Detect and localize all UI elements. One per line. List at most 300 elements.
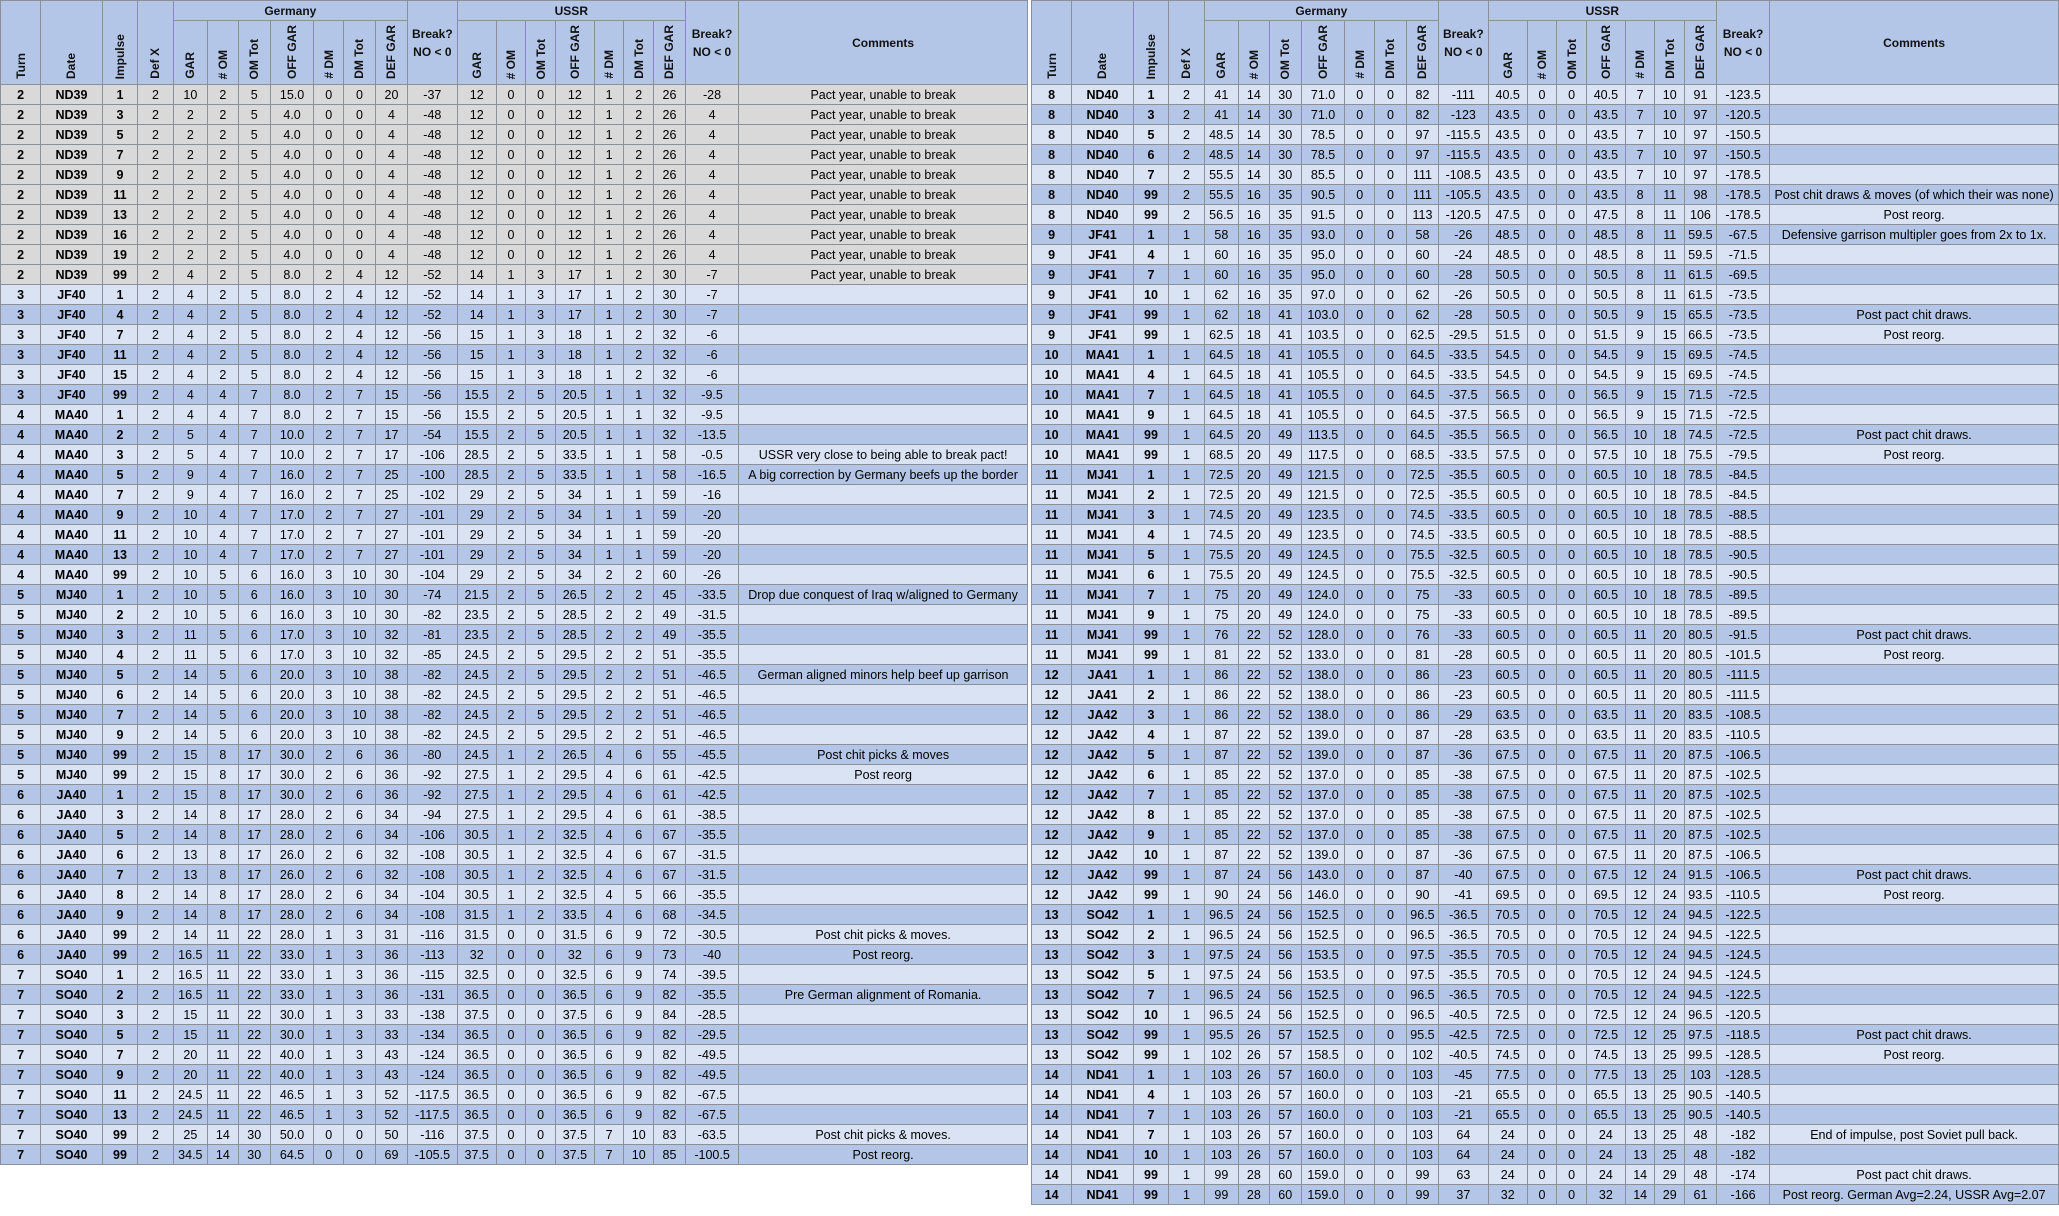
cell-g-offgar[interactable]: 4.0 (270, 225, 314, 245)
cell-u-dmtot[interactable]: 6 (624, 805, 654, 825)
cell-u-offgar[interactable]: 43.5 (1586, 145, 1625, 165)
cell-g-defgar[interactable]: 12 (375, 285, 407, 305)
cell-u-dm[interactable]: 10 (1625, 465, 1655, 485)
cell-break-ussr[interactable]: -40 (685, 945, 738, 965)
cell-impulse[interactable]: 99 (1133, 425, 1168, 445)
cell-break-ussr[interactable]: -28.5 (685, 1005, 738, 1025)
cell-u-defgar[interactable]: 26 (654, 125, 686, 145)
cell-break-ussr[interactable]: -140.5 (1716, 1085, 1769, 1105)
cell-u-dmtot[interactable]: 1 (624, 425, 654, 445)
cell-g-om[interactable]: 2 (208, 245, 239, 265)
cell-break-germany[interactable]: -36.5 (1439, 905, 1489, 925)
cell-break-germany[interactable]: -94 (408, 805, 458, 825)
cell-u-om[interactable]: 0 (1527, 105, 1557, 125)
cell-comment[interactable] (1770, 1005, 2059, 1025)
cell-u-defgar[interactable]: 99.5 (1685, 1045, 1717, 1065)
cell-u-omtot[interactable]: 3 (526, 345, 556, 365)
cell-g-dmtot[interactable]: 0 (1375, 645, 1407, 665)
cell-u-dmtot[interactable]: 2 (624, 85, 654, 105)
cell-u-dm[interactable]: 10 (1625, 485, 1655, 505)
cell-turn[interactable]: 2 (1, 85, 41, 105)
cell-g-om[interactable]: 2 (208, 205, 239, 225)
cell-g-dm[interactable]: 0 (1345, 185, 1375, 205)
cell-g-om[interactable]: 20 (1239, 445, 1270, 465)
cell-g-offgar[interactable]: 138.0 (1301, 665, 1345, 685)
table-row[interactable] (1, 885, 1028, 905)
cell-u-omtot[interactable]: 0 (1557, 665, 1587, 685)
cell-u-defgar[interactable]: 83 (654, 1125, 686, 1145)
cell-g-dmtot[interactable]: 10 (344, 645, 376, 665)
cell-g-offgar[interactable]: 91.5 (1301, 205, 1345, 225)
cell-g-om[interactable]: 18 (1239, 365, 1270, 385)
cell-u-defgar[interactable]: 58 (654, 445, 686, 465)
cell-u-dmtot[interactable]: 10 (1655, 105, 1685, 125)
cell-break-germany[interactable]: -33.5 (1439, 345, 1489, 365)
cell-defx[interactable]: 2 (138, 1085, 173, 1105)
cell-break-ussr[interactable]: -67.5 (685, 1105, 738, 1125)
cell-u-om[interactable]: 2 (496, 625, 526, 645)
cell-u-defgar[interactable]: 98 (1685, 185, 1717, 205)
cell-u-defgar[interactable]: 83.5 (1685, 725, 1717, 745)
cell-defx[interactable]: 1 (1169, 465, 1204, 485)
cell-u-omtot[interactable]: 2 (526, 745, 556, 765)
cell-g-offgar[interactable]: 28.0 (270, 885, 314, 905)
cell-g-offgar[interactable]: 8.0 (270, 265, 314, 285)
cell-g-omtot[interactable]: 7 (238, 465, 270, 485)
cell-u-om[interactable]: 1 (496, 745, 526, 765)
cell-g-omtot[interactable]: 49 (1269, 585, 1301, 605)
cell-g-dmtot[interactable]: 0 (1375, 285, 1407, 305)
cell-break-germany[interactable]: -81 (408, 625, 458, 645)
cell-impulse[interactable]: 4 (1133, 725, 1168, 745)
cell-g-om[interactable]: 16 (1239, 185, 1270, 205)
cell-comment[interactable]: Defensive garrison multipler goes from 2x to 1x. (1770, 225, 2059, 245)
cell-u-defgar[interactable]: 30 (654, 285, 686, 305)
cell-g-gar[interactable]: 58 (1204, 225, 1238, 245)
cell-g-defgar[interactable]: 82 (1406, 105, 1438, 125)
table-row[interactable] (1032, 465, 2059, 485)
cell-g-defgar[interactable]: 75.5 (1406, 545, 1438, 565)
cell-u-offgar[interactable]: 65.5 (1586, 1085, 1625, 1105)
cell-u-dmtot[interactable]: 18 (1655, 585, 1685, 605)
cell-u-defgar[interactable]: 59 (654, 485, 686, 505)
cell-g-gar[interactable]: 62 (1204, 285, 1238, 305)
cell-break-ussr[interactable]: -140.5 (1716, 1105, 1769, 1125)
cell-g-omtot[interactable]: 35 (1269, 245, 1301, 265)
cell-g-gar[interactable]: 64.5 (1204, 385, 1238, 405)
cell-impulse[interactable]: 5 (102, 125, 137, 145)
cell-u-offgar[interactable]: 34 (555, 505, 594, 525)
table-row[interactable] (1032, 625, 2059, 645)
cell-u-dm[interactable]: 1 (594, 505, 624, 525)
cell-u-offgar[interactable]: 60.5 (1586, 485, 1625, 505)
cell-u-dmtot[interactable]: 9 (624, 1085, 654, 1105)
cell-break-germany[interactable]: 37 (1439, 1185, 1489, 1205)
cell-date[interactable]: MJ40 (41, 685, 103, 705)
cell-u-dmtot[interactable]: 25 (1655, 1065, 1685, 1085)
cell-comment[interactable] (739, 965, 1028, 985)
cell-defx[interactable]: 2 (138, 385, 173, 405)
cell-date[interactable]: JA40 (41, 945, 103, 965)
cell-g-offgar[interactable]: 8.0 (270, 305, 314, 325)
cell-g-defgar[interactable]: 36 (375, 765, 407, 785)
cell-break-germany[interactable]: 64 (1439, 1145, 1489, 1165)
cell-g-defgar[interactable]: 102 (1406, 1045, 1438, 1065)
cell-u-dm[interactable]: 10 (1625, 605, 1655, 625)
cell-u-defgar[interactable]: 59.5 (1685, 245, 1717, 265)
cell-g-omtot[interactable]: 56 (1269, 985, 1301, 1005)
cell-turn[interactable]: 12 (1032, 865, 1072, 885)
cell-g-offgar[interactable]: 113.5 (1301, 425, 1345, 445)
cell-break-ussr[interactable]: -9.5 (685, 385, 738, 405)
cell-u-offgar[interactable]: 18 (555, 325, 594, 345)
cell-u-dm[interactable]: 1 (594, 105, 624, 125)
cell-u-om[interactable]: 0 (1527, 805, 1557, 825)
cell-u-defgar[interactable]: 26 (654, 85, 686, 105)
cell-u-om[interactable]: 0 (496, 925, 526, 945)
cell-g-om[interactable]: 14 (1239, 125, 1270, 145)
cell-comment[interactable] (739, 1105, 1028, 1125)
cell-break-germany[interactable]: -116 (408, 925, 458, 945)
cell-g-om[interactable]: 14 (1239, 85, 1270, 105)
cell-g-defgar[interactable]: 103 (1406, 1065, 1438, 1085)
cell-u-gar[interactable]: 48.5 (1488, 245, 1527, 265)
cell-date[interactable]: SO42 (1072, 945, 1134, 965)
cell-comment[interactable] (739, 625, 1028, 645)
cell-u-om[interactable]: 0 (1527, 845, 1557, 865)
cell-g-dm[interactable]: 2 (314, 745, 344, 765)
cell-break-ussr[interactable]: -102.5 (1716, 805, 1769, 825)
cell-u-om[interactable]: 0 (1527, 385, 1557, 405)
cell-g-offgar[interactable]: 28.0 (270, 925, 314, 945)
table-row[interactable] (1032, 285, 2059, 305)
cell-u-gar[interactable]: 23.5 (457, 605, 496, 625)
cell-g-dm[interactable]: 2 (314, 805, 344, 825)
cell-u-defgar[interactable]: 91 (1685, 85, 1717, 105)
cell-g-dmtot[interactable]: 3 (344, 1045, 376, 1065)
cell-u-om[interactable]: 0 (496, 185, 526, 205)
cell-u-offgar[interactable]: 50.5 (1586, 265, 1625, 285)
cell-g-omtot[interactable]: 30 (1269, 85, 1301, 105)
cell-break-germany[interactable]: -92 (408, 785, 458, 805)
cell-u-dm[interactable]: 1 (594, 385, 624, 405)
cell-u-gar[interactable]: 57.5 (1488, 445, 1527, 465)
table-row[interactable] (1, 545, 1028, 565)
cell-u-gar[interactable]: 27.5 (457, 785, 496, 805)
cell-u-offgar[interactable]: 34 (555, 485, 594, 505)
cell-u-dmtot[interactable]: 20 (1655, 665, 1685, 685)
cell-g-om[interactable]: 28 (1239, 1185, 1270, 1205)
cell-turn[interactable]: 11 (1032, 525, 1072, 545)
cell-u-dm[interactable]: 4 (594, 785, 624, 805)
table-row[interactable] (1, 485, 1028, 505)
cell-turn[interactable]: 12 (1032, 765, 1072, 785)
cell-break-germany[interactable]: -29.5 (1439, 325, 1489, 345)
cell-g-gar[interactable]: 74.5 (1204, 505, 1238, 525)
cell-comment[interactable]: Pact year, unable to break (739, 205, 1028, 225)
cell-g-dmtot[interactable]: 0 (1375, 965, 1407, 985)
cell-g-omtot[interactable]: 30 (1269, 125, 1301, 145)
cell-g-om[interactable]: 11 (208, 1025, 239, 1045)
cell-u-dmtot[interactable]: 1 (624, 545, 654, 565)
cell-g-om[interactable]: 22 (1239, 685, 1270, 705)
cell-break-ussr[interactable]: -101.5 (1716, 645, 1769, 665)
cell-g-defgar[interactable]: 60 (1406, 245, 1438, 265)
cell-comment[interactable]: Post reorg. (1770, 325, 2059, 345)
cell-g-gar[interactable]: 2 (173, 245, 207, 265)
cell-u-dmtot[interactable]: 2 (624, 185, 654, 205)
cell-u-defgar[interactable]: 94.5 (1685, 985, 1717, 1005)
cell-break-germany[interactable]: -80 (408, 745, 458, 765)
cell-u-defgar[interactable]: 97 (1685, 105, 1717, 125)
cell-g-dmtot[interactable]: 7 (344, 545, 376, 565)
cell-break-ussr[interactable]: -20 (685, 545, 738, 565)
col-u-defgar[interactable]: DEF GAR (654, 21, 686, 85)
table-row[interactable] (1, 465, 1028, 485)
cell-g-offgar[interactable]: 138.0 (1301, 705, 1345, 725)
cell-u-om[interactable]: 2 (496, 485, 526, 505)
cell-turn[interactable]: 9 (1032, 305, 1072, 325)
cell-comment[interactable] (739, 785, 1028, 805)
cell-date[interactable]: JA42 (1072, 885, 1134, 905)
cell-u-dm[interactable]: 1 (594, 485, 624, 505)
table-row[interactable] (1032, 445, 2059, 465)
cell-u-omtot[interactable]: 0 (1557, 1085, 1587, 1105)
cell-comment[interactable]: Post reorg. German Avg=2.24, USSR Avg=2.07 (1770, 1185, 2059, 1205)
cell-g-om[interactable]: 2 (208, 225, 239, 245)
cell-g-defgar[interactable]: 27 (375, 525, 407, 545)
cell-u-gar[interactable]: 15 (457, 325, 496, 345)
cell-date[interactable]: MA40 (41, 505, 103, 525)
cell-u-omtot[interactable]: 0 (1557, 925, 1587, 945)
cell-u-om[interactable]: 0 (496, 1125, 526, 1145)
cell-g-dmtot[interactable]: 0 (1375, 885, 1407, 905)
cell-u-gar[interactable]: 12 (457, 185, 496, 205)
cell-defx[interactable]: 1 (1169, 745, 1204, 765)
cell-break-ussr[interactable]: -150.5 (1716, 125, 1769, 145)
cell-u-gar[interactable]: 63.5 (1488, 705, 1527, 725)
cell-u-dmtot[interactable]: 2 (624, 205, 654, 225)
cell-g-defgar[interactable]: 25 (375, 485, 407, 505)
cell-impulse[interactable]: 7 (102, 1045, 137, 1065)
cell-g-gar[interactable]: 15 (173, 1025, 207, 1045)
cell-u-dmtot[interactable]: 10 (1655, 85, 1685, 105)
cell-u-dmtot[interactable]: 1 (624, 445, 654, 465)
cell-u-defgar[interactable]: 45 (654, 585, 686, 605)
cell-g-defgar[interactable]: 25 (375, 465, 407, 485)
cell-u-offgar[interactable]: 36.5 (555, 1045, 594, 1065)
cell-u-offgar[interactable]: 70.5 (1586, 925, 1625, 945)
cell-g-dm[interactable]: 0 (1345, 1025, 1375, 1045)
cell-u-om[interactable]: 0 (1527, 465, 1557, 485)
cell-impulse[interactable]: 9 (102, 505, 137, 525)
cell-break-germany[interactable]: -82 (408, 725, 458, 745)
cell-turn[interactable]: 4 (1, 525, 41, 545)
cell-u-gar[interactable]: 60.5 (1488, 545, 1527, 565)
cell-g-gar[interactable]: 96.5 (1204, 1005, 1238, 1025)
cell-defx[interactable]: 2 (138, 185, 173, 205)
cell-u-dm[interactable]: 1 (594, 165, 624, 185)
cell-u-defgar[interactable]: 78.5 (1685, 525, 1717, 545)
cell-u-defgar[interactable]: 78.5 (1685, 565, 1717, 585)
cell-defx[interactable]: 1 (1169, 1125, 1204, 1145)
cell-impulse[interactable]: 3 (102, 1005, 137, 1025)
cell-u-defgar[interactable]: 87.5 (1685, 745, 1717, 765)
cell-u-offgar[interactable]: 69.5 (1586, 885, 1625, 905)
table-row[interactable] (1, 705, 1028, 725)
table-row[interactable] (1, 925, 1028, 945)
table-row[interactable] (1032, 185, 2059, 205)
cell-turn[interactable]: 4 (1, 425, 41, 445)
cell-u-omtot[interactable]: 0 (1557, 765, 1587, 785)
cell-g-offgar[interactable]: 30.0 (270, 745, 314, 765)
cell-g-offgar[interactable]: 71.0 (1301, 85, 1345, 105)
cell-g-dmtot[interactable]: 0 (1375, 385, 1407, 405)
cell-g-offgar[interactable]: 124.5 (1301, 565, 1345, 585)
cell-g-om[interactable]: 2 (208, 265, 239, 285)
cell-break-germany[interactable]: -48 (408, 145, 458, 165)
cell-u-omtot[interactable]: 5 (526, 585, 556, 605)
table-row[interactable] (1032, 1165, 2059, 1185)
cell-u-om[interactable]: 0 (496, 965, 526, 985)
cell-g-dm[interactable]: 2 (314, 345, 344, 365)
cell-break-germany[interactable]: -105.5 (408, 1145, 458, 1165)
cell-impulse[interactable]: 9 (102, 1065, 137, 1085)
cell-g-omtot[interactable]: 49 (1269, 545, 1301, 565)
cell-comment[interactable] (1770, 165, 2059, 185)
cell-u-dm[interactable]: 6 (594, 965, 624, 985)
cell-break-germany[interactable]: -38 (1439, 805, 1489, 825)
cell-comment[interactable] (1770, 1105, 2059, 1125)
cell-g-om[interactable]: 4 (208, 525, 239, 545)
cell-date[interactable]: MA40 (41, 525, 103, 545)
cell-comment[interactable] (739, 1065, 1028, 1085)
cell-date[interactable]: ND41 (1072, 1125, 1134, 1145)
cell-g-dm[interactable]: 0 (1345, 485, 1375, 505)
cell-comment[interactable] (1770, 805, 2059, 825)
cell-u-dmtot[interactable]: 24 (1655, 885, 1685, 905)
cell-turn[interactable]: 7 (1, 1145, 41, 1165)
cell-turn[interactable]: 6 (1, 845, 41, 865)
cell-g-dmtot[interactable]: 0 (1375, 225, 1407, 245)
cell-break-ussr[interactable]: -100.5 (685, 1145, 738, 1165)
cell-g-dm[interactable]: 1 (314, 1085, 344, 1105)
cell-g-dmtot[interactable]: 10 (344, 725, 376, 745)
cell-u-defgar[interactable]: 73 (654, 945, 686, 965)
cell-turn[interactable]: 2 (1, 265, 41, 285)
cell-u-offgar[interactable]: 36.5 (555, 1085, 594, 1105)
cell-g-offgar[interactable]: 64.5 (270, 1145, 314, 1165)
cell-u-omtot[interactable]: 0 (1557, 405, 1587, 425)
cell-u-dmtot[interactable]: 25 (1655, 1025, 1685, 1045)
cell-g-defgar[interactable]: 27 (375, 505, 407, 525)
cell-comment[interactable] (1770, 405, 2059, 425)
cell-turn[interactable]: 2 (1, 205, 41, 225)
cell-g-gar[interactable]: 56.5 (1204, 205, 1238, 225)
cell-break-germany[interactable]: -52 (408, 265, 458, 285)
cell-u-dm[interactable]: 1 (594, 245, 624, 265)
cell-date[interactable]: MJ41 (1072, 645, 1134, 665)
cell-u-dmtot[interactable]: 18 (1655, 565, 1685, 585)
cell-break-ussr[interactable]: -122.5 (1716, 925, 1769, 945)
cell-u-om[interactable]: 0 (1527, 185, 1557, 205)
cell-g-dmtot[interactable]: 0 (1375, 605, 1407, 625)
cell-break-germany[interactable]: -82 (408, 665, 458, 685)
cell-g-omtot[interactable]: 17 (238, 865, 270, 885)
cell-date[interactable]: JF41 (1072, 265, 1134, 285)
table-row[interactable] (1032, 945, 2059, 965)
cell-turn[interactable]: 12 (1032, 885, 1072, 905)
cell-turn[interactable]: 9 (1032, 285, 1072, 305)
cell-impulse[interactable]: 4 (102, 305, 137, 325)
cell-u-om[interactable]: 0 (496, 1005, 526, 1025)
cell-impulse[interactable]: 5 (1133, 965, 1168, 985)
table-row[interactable] (1032, 1085, 2059, 1105)
cell-g-gar[interactable]: 16.5 (173, 965, 207, 985)
cell-date[interactable]: SO42 (1072, 965, 1134, 985)
cell-g-gar[interactable]: 15 (173, 745, 207, 765)
cell-g-omtot[interactable]: 30 (238, 1125, 270, 1145)
cell-u-omtot[interactable]: 0 (1557, 445, 1587, 465)
cell-u-dmtot[interactable]: 6 (624, 825, 654, 845)
cell-comment[interactable] (1770, 85, 2059, 105)
cell-u-offgar[interactable]: 72.5 (1586, 1005, 1625, 1025)
cell-u-defgar[interactable]: 61.5 (1685, 265, 1717, 285)
cell-g-dmtot[interactable]: 0 (1375, 185, 1407, 205)
cell-g-defgar[interactable]: 50 (375, 1125, 407, 1145)
cell-break-ussr[interactable]: -35.5 (685, 625, 738, 645)
cell-g-defgar[interactable]: 31 (375, 925, 407, 945)
cell-u-om[interactable]: 2 (496, 525, 526, 545)
cell-g-gar[interactable]: 97.5 (1204, 945, 1238, 965)
cell-turn[interactable]: 2 (1, 125, 41, 145)
table-row[interactable] (1032, 1065, 2059, 1085)
cell-u-defgar[interactable]: 78.5 (1685, 485, 1717, 505)
cell-break-germany[interactable]: -56 (408, 325, 458, 345)
cell-g-dm[interactable]: 2 (314, 765, 344, 785)
cell-break-ussr[interactable]: -46.5 (685, 665, 738, 685)
cell-u-dmtot[interactable]: 2 (624, 725, 654, 745)
cell-impulse[interactable]: 11 (102, 185, 137, 205)
cell-g-dmtot[interactable]: 0 (1375, 1165, 1407, 1185)
cell-u-dmtot[interactable]: 6 (624, 765, 654, 785)
cell-break-ussr[interactable]: -16.5 (685, 465, 738, 485)
cell-g-dm[interactable]: 0 (1345, 1085, 1375, 1105)
cell-g-defgar[interactable]: 96.5 (1406, 925, 1438, 945)
cell-g-gar[interactable]: 85 (1204, 765, 1238, 785)
cell-comment[interactable]: End of impulse, post Soviet pull back. (1770, 1125, 2059, 1145)
cell-u-omtot[interactable]: 0 (526, 1065, 556, 1085)
cell-comment[interactable] (739, 1025, 1028, 1045)
cell-impulse[interactable]: 99 (1133, 205, 1168, 225)
cell-g-defgar[interactable]: 85 (1406, 765, 1438, 785)
cell-defx[interactable]: 1 (1169, 1185, 1204, 1205)
cell-u-offgar[interactable]: 29.5 (555, 725, 594, 745)
cell-turn[interactable]: 14 (1032, 1165, 1072, 1185)
cell-date[interactable]: MJ41 (1072, 545, 1134, 565)
cell-defx[interactable]: 1 (1169, 405, 1204, 425)
cell-g-omtot[interactable]: 17 (238, 805, 270, 825)
cell-u-defgar[interactable]: 97.5 (1685, 1025, 1717, 1045)
cell-u-om[interactable]: 0 (1527, 725, 1557, 745)
cell-g-om[interactable]: 5 (208, 565, 239, 585)
cell-u-offgar[interactable]: 17 (555, 285, 594, 305)
cell-date[interactable]: MA40 (41, 545, 103, 565)
cell-impulse[interactable]: 99 (102, 265, 137, 285)
table-row[interactable] (1, 305, 1028, 325)
cell-u-dm[interactable]: 13 (1625, 1125, 1655, 1145)
cell-g-offgar[interactable]: 17.0 (270, 625, 314, 645)
